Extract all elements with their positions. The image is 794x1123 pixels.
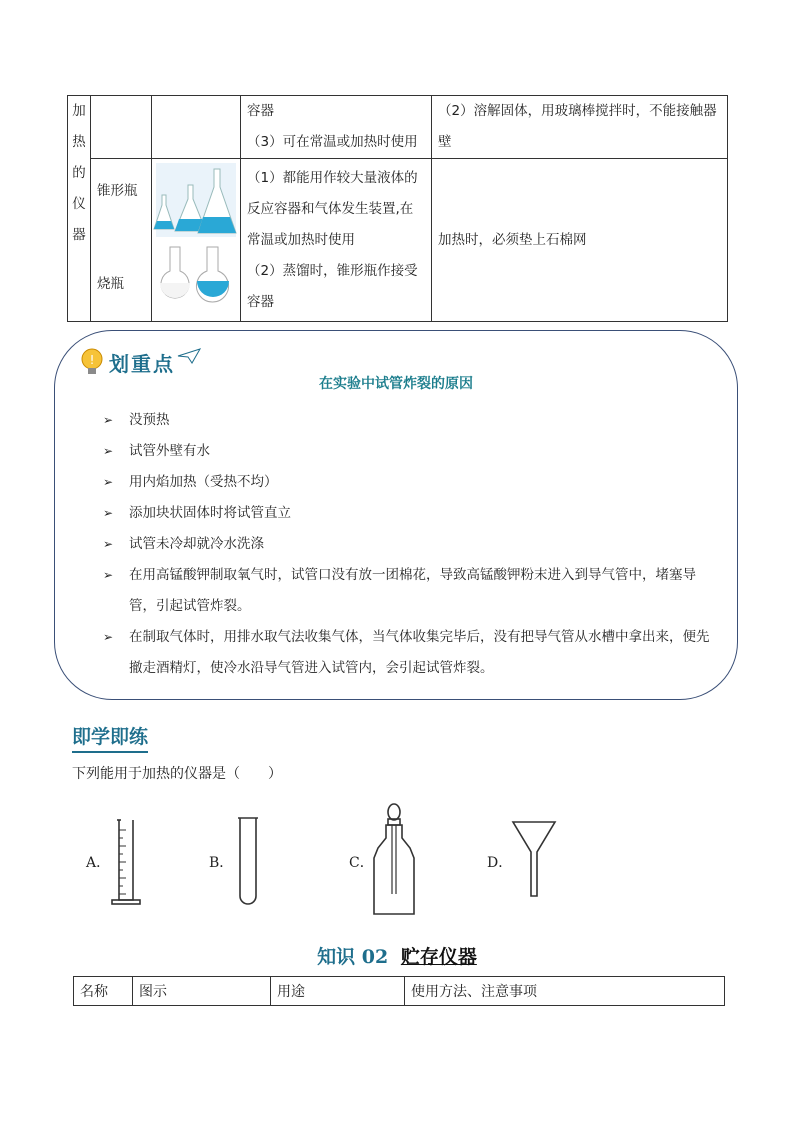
key-points-box xyxy=(54,330,738,700)
use-line: （1）都能用作较大量液体的 xyxy=(247,169,418,186)
paper-plane-icon xyxy=(177,347,201,365)
use-line: （3）可在常温或加热时使用 xyxy=(247,134,418,150)
note-cell: 加热时，必须垫上石棉网 xyxy=(432,159,728,322)
category-char: 热 xyxy=(72,134,86,150)
list-item: ➢ 试管未冷却就冷水洗涤 xyxy=(103,529,713,560)
name-cell xyxy=(91,159,152,322)
column-header: 图示 xyxy=(133,977,271,1006)
bullet-arrow-icon: ➢ xyxy=(103,444,114,458)
option-a-label[interactable]: A． xyxy=(86,855,111,871)
use-cell xyxy=(241,96,432,159)
table-header-row xyxy=(74,977,725,1006)
bullet-arrow-icon: ➢ xyxy=(103,537,114,551)
bullet-arrow-icon: ➢ xyxy=(103,630,114,644)
bullet-arrow-icon: ➢ xyxy=(103,506,114,520)
use-line: 容器 xyxy=(247,103,274,119)
list-item: ➢ 试管外壁有水 xyxy=(103,436,713,467)
column-header: 用途 xyxy=(271,977,405,1006)
funnel-icon xyxy=(510,818,558,898)
category-char: 仪 xyxy=(72,196,86,212)
use-line: 常温或加热时使用 xyxy=(247,231,355,248)
dropper-bottle-icon xyxy=(370,802,418,920)
instrument-table xyxy=(67,95,728,322)
key-points-list xyxy=(103,405,713,684)
image-cell xyxy=(152,159,241,322)
flask-name-conical: 锥形瓶 xyxy=(97,183,138,199)
list-item: ➢ 在用高锰酸钾制取氧气时，试管口没有放一团棉花，导致高锰酸钾粉末进入到导气管中，堵塞导管，引起试管炸裂。 xyxy=(103,560,713,622)
key-points-title: 在实验中试管炸裂的原因 xyxy=(319,376,473,392)
question-text: 下列能用于加热的仪器是（ ） xyxy=(72,766,282,782)
section-title: 贮存仪器 xyxy=(400,946,477,968)
note-line: （2）溶解固体，用玻璃棒搅拌时，不能接触器 xyxy=(438,103,717,119)
category-char: 器 xyxy=(72,227,86,243)
badge-text: 划重点 xyxy=(109,351,175,376)
category-char: 加 xyxy=(72,103,86,119)
test-tube-icon xyxy=(236,812,260,908)
use-line: （2）蒸馏时，锥形瓶作接受 xyxy=(247,262,418,279)
image-cell xyxy=(152,96,241,159)
section-number: 02 xyxy=(361,946,389,968)
column-header: 使用方法、注意事项 xyxy=(405,977,725,1006)
category-char: 的 xyxy=(72,165,86,181)
note-line: 壁 xyxy=(438,134,452,150)
list-item: ➢ 用内焰加热（受热不均） xyxy=(103,467,713,498)
list-item: ➢ 没预热 xyxy=(103,405,713,436)
option-b-label[interactable]: B． xyxy=(209,855,234,871)
section-prefix: 知识 xyxy=(317,946,356,968)
storage-table xyxy=(73,976,725,1006)
list-item: ➢ 添加块状固体时将试管直立 xyxy=(103,498,713,529)
category-cell xyxy=(68,96,91,322)
column-header: 名称 xyxy=(74,977,133,1006)
use-line: 容器 xyxy=(247,293,274,310)
flask-name-round: 烧瓶 xyxy=(97,276,124,292)
svg-text:!: ! xyxy=(89,353,95,367)
conical-flasks-image xyxy=(152,159,238,309)
option-c-label[interactable]: C． xyxy=(349,855,374,871)
note-cell xyxy=(432,96,728,159)
bullet-arrow-icon: ➢ xyxy=(103,568,114,582)
section-title-knowledge-02 xyxy=(0,942,794,969)
option-d-label[interactable]: D． xyxy=(487,855,513,871)
name-cell xyxy=(91,96,152,159)
bullet-arrow-icon: ➢ xyxy=(103,413,114,427)
graduated-cylinder-icon xyxy=(108,816,144,908)
list-item: ➢ 在制取气体时，用排水取气法收集气体，当气体收集完毕后，没有把导气管从水槽中拿出来，便先撤走酒精灯，使冷水沿导气管进入试管内，会引起试管炸裂。 xyxy=(103,622,713,684)
use-cell xyxy=(241,159,432,322)
practice-heading: 即学即练 xyxy=(72,722,148,749)
bullet-arrow-icon: ➢ xyxy=(103,475,114,489)
use-line: 反应容器和气体发生装置,在 xyxy=(247,200,414,217)
